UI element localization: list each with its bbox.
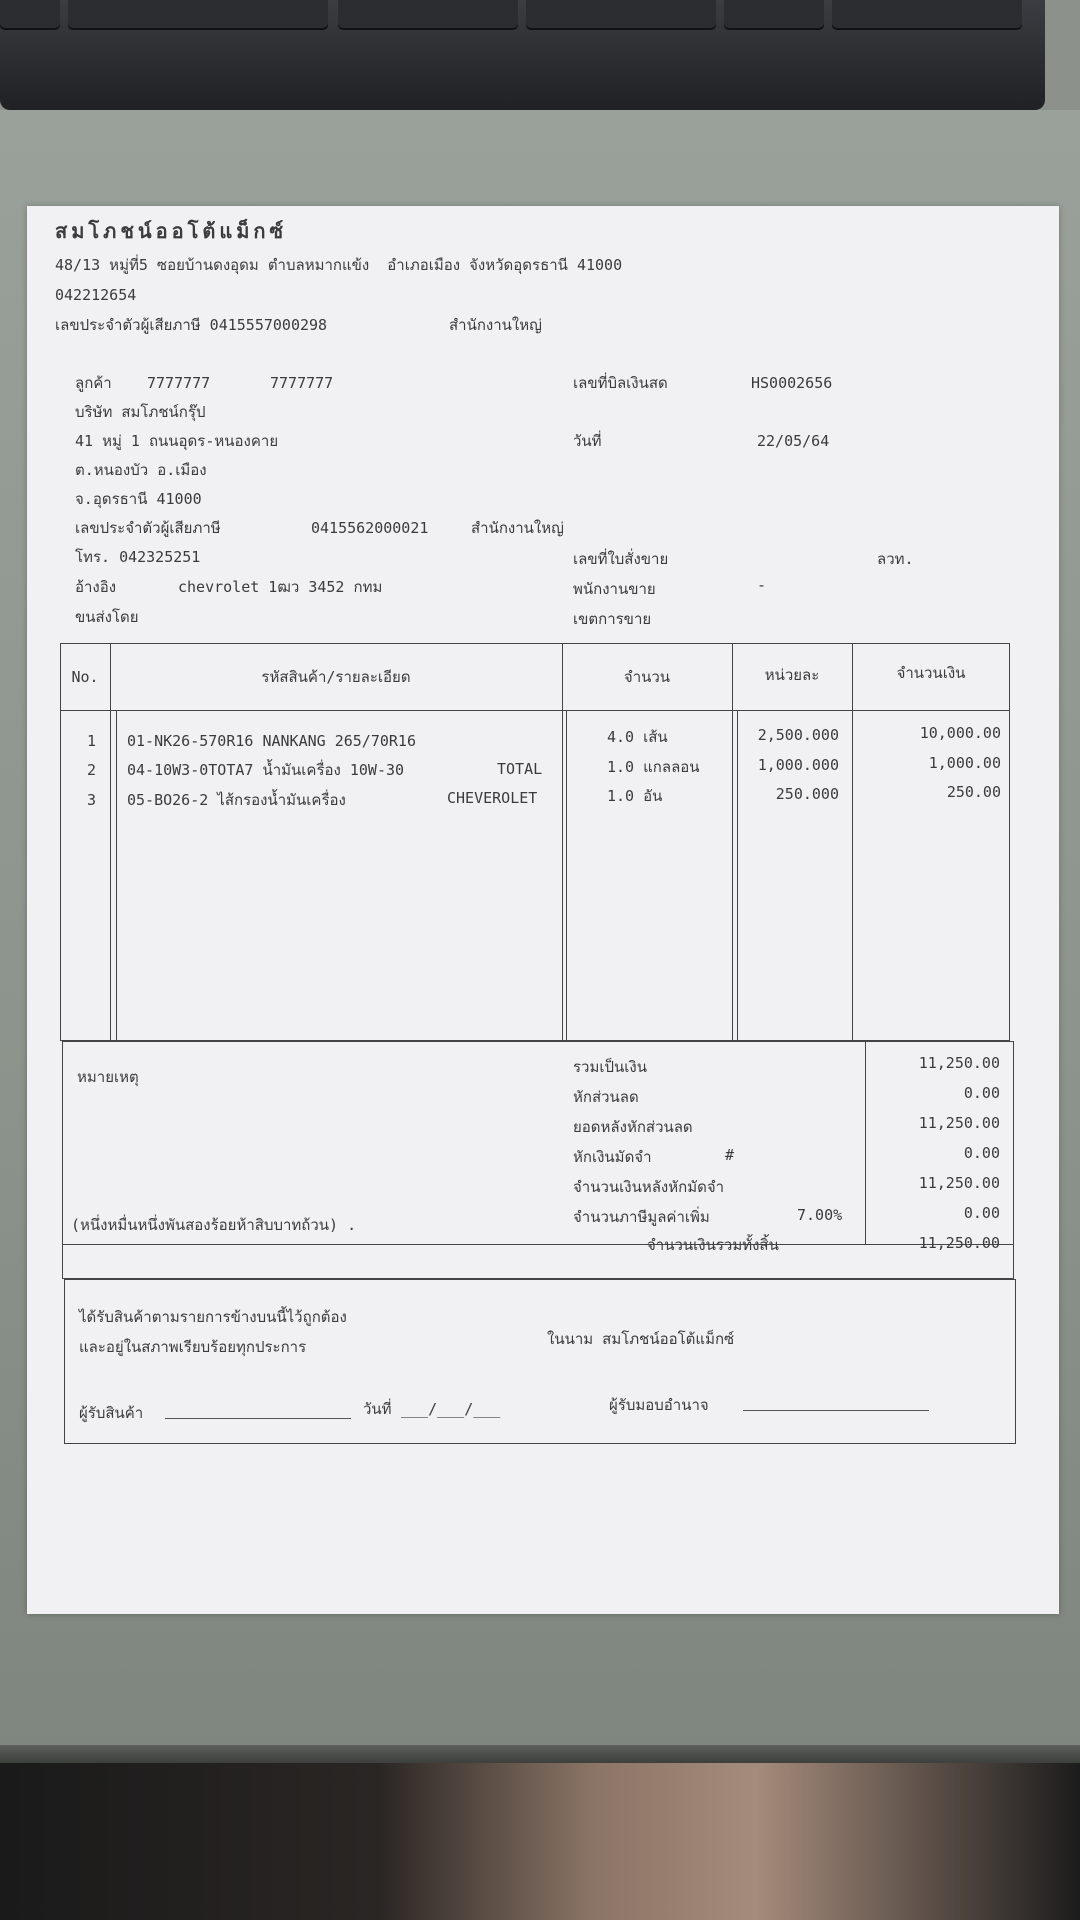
bill-date-label: วันที่: [573, 432, 602, 450]
floor: [0, 1763, 1080, 1920]
table-row-unit-price: 1,000.000: [757, 756, 839, 774]
vat-value: 0.00: [963, 1204, 1000, 1222]
customer-address-3: จ.อุดรธานี 41000: [75, 490, 202, 508]
keyboard-key: [68, 0, 328, 30]
keyboard-key: [338, 0, 518, 30]
company-branch: สำนักงานใหญ่: [449, 316, 542, 334]
amount-in-words: (หนึ่งหมื่นหนึ่งพันสองร้อยห้าสิบบาทถ้วน) .: [71, 1216, 357, 1234]
customer-code-2: 7777777: [270, 374, 334, 392]
customer-address-1: 41 หมู่ 1 ถนนอุดร-หนองคาย: [75, 432, 279, 450]
table-row-description: 01-NK26-570R16 NANKANG 265/70R16: [127, 732, 416, 750]
customer-phone: โทร. 042325251: [75, 548, 201, 566]
table-row-quantity: 4.0 เส้น: [607, 728, 668, 746]
table-row-quantity: 1.0 แกลลอน: [607, 758, 700, 776]
items-table: [60, 643, 1010, 1041]
bill-number-label: เลขที่บิลเงินสด: [573, 374, 668, 392]
header-no: No.: [71, 668, 99, 686]
received-statement-2: และอยู่ในสภาพเรียบร้อยทุกประการ: [79, 1338, 307, 1356]
receive-date-label: วันที่: [363, 1400, 392, 1418]
deposit-label: หักเงินมัดจำ: [573, 1148, 652, 1166]
receiver-signature-line: [165, 1418, 351, 1419]
table-row-amount: 10,000.00: [919, 724, 1001, 742]
table-row-no: 2: [87, 761, 97, 779]
receiver-label: ผู้รับสินค้า: [79, 1404, 144, 1422]
company-phone: 042212654: [55, 286, 137, 304]
customer-branch: สำนักงานใหญ่: [471, 519, 564, 537]
table-edge: [0, 1745, 1080, 1763]
summary-divider: [865, 1041, 866, 1244]
authorized-signature-line: [743, 1410, 929, 1411]
table-row-amount: 250.00: [946, 783, 1001, 801]
vat-label: จำนวนภาษีมูลค่าเพิ่ม: [573, 1208, 710, 1226]
bill-date: 22/05/64: [757, 432, 830, 450]
sales-order-value: ลวท.: [877, 550, 914, 568]
column-double-line: [566, 710, 567, 1041]
sales-order-label: เลขที่ใบสั่งขาย: [573, 550, 669, 568]
customer-name: บริษัท สมโภชน์กรุ๊ป: [75, 403, 206, 421]
salesperson-value: -: [757, 576, 767, 594]
remark-label: หมายเหตุ: [77, 1068, 139, 1086]
keyboard-key: [832, 0, 1022, 30]
after-deposit-label: จำนวนเงินหลังหักมัดจำ: [573, 1178, 725, 1196]
header-unit-price: หน่วยละ: [764, 666, 820, 684]
column-double-line: [116, 710, 117, 1041]
received-statement-1: ได้รับสินค้าตามรายการข้างบนนี้ไว้ถูกต้อง: [79, 1308, 347, 1326]
table-row-quantity: 1.0 อัน: [607, 787, 663, 805]
receive-date-blank: ___/___/___: [401, 1400, 501, 1418]
header-quantity: จำนวน: [623, 668, 671, 686]
table-row-description: 04-10W3-0TOTA7 น้ำมันเครื่อง 10W-30: [127, 761, 405, 779]
after-deposit-value: 11,250.00: [918, 1174, 1000, 1192]
signature-box: [64, 1279, 1016, 1444]
vat-rate: 7.00%: [797, 1206, 843, 1224]
grand-total-value: 11,250.00: [918, 1234, 1000, 1252]
discount-value: 0.00: [963, 1084, 1000, 1102]
table-row-unit-price: 250.000: [775, 785, 839, 803]
on-behalf-of: ในนาม สมโภชน์ออโต้แม็กซ์: [547, 1330, 735, 1348]
authorized-person-label: ผู้รับมอบอำนาจ: [609, 1396, 709, 1414]
subtotal-label: รวมเป็นเงิน: [573, 1058, 647, 1076]
company-tax-id: เลขประจำตัวผู้เสียภาษี 0415557000298: [55, 316, 328, 334]
deposit-value: 0.00: [963, 1144, 1000, 1162]
customer-tax-id: 0415562000021: [311, 519, 429, 537]
column-divider: [110, 643, 111, 1041]
discount-label: หักส่วนลด: [573, 1088, 639, 1106]
table-header-divider: [60, 710, 1010, 711]
company-address: 48/13 หมู่ที่5 ซอยบ้านดงอุดม ตำบลหมากแข้ง อำเภอเมือง จังหวัดอุดรธานี 41000: [55, 256, 623, 274]
customer-code: 7777777: [147, 374, 211, 392]
sales-zone-label: เขตการขาย: [573, 610, 652, 628]
after-discount-label: ยอดหลังหักส่วนลด: [573, 1118, 693, 1136]
bill-number: HS0002656: [751, 374, 833, 392]
table-row-description: 05-BO26-2 ไส้กรองน้ำมันเครื่อง: [127, 791, 346, 809]
salesperson-label: พนักงานขาย: [573, 580, 656, 598]
reference-value: chevrolet 1ฒว 3452 กทม: [178, 578, 383, 596]
invoice-paper: [27, 206, 1059, 1614]
keyboard: [0, 0, 1045, 110]
company-name: สมโภชน์ออโต้แม็กซ์: [55, 219, 288, 243]
header-description: รหัสสินค้า/รายละเอียด: [261, 668, 411, 686]
customer-address-2: ต.หนองบัว อ.เมือง: [75, 461, 207, 479]
table-row-brand: CHEVEROLET: [447, 789, 538, 807]
column-divider: [852, 643, 853, 1041]
reference-label: อ้างอิง: [75, 578, 117, 596]
grand-total-label: จำนวนเงินรวมทั้งสิ้น: [647, 1236, 779, 1254]
deposit-mark: #: [725, 1146, 735, 1164]
after-discount-value: 11,250.00: [918, 1114, 1000, 1132]
table-row-unit-price: 2,500.000: [757, 726, 839, 744]
column-divider: [562, 643, 563, 1041]
table-row-amount: 1,000.00: [928, 754, 1001, 772]
table-row-no: 1: [87, 732, 97, 750]
header-amount: จำนวนเงิน: [896, 664, 966, 682]
keyboard-key: [526, 0, 716, 30]
subtotal-value: 11,250.00: [918, 1054, 1000, 1072]
keyboard-key: [0, 0, 60, 30]
customer-tax-label: เลขประจำตัวผู้เสียภาษี: [75, 519, 221, 537]
column-divider: [732, 643, 733, 1041]
table-row-no: 3: [87, 791, 97, 809]
table-row-brand: TOTAL: [497, 760, 543, 778]
keyboard-key: [724, 0, 824, 30]
customer-label: ลูกค้า: [75, 374, 112, 392]
shipping-label: ขนส่งโดย: [75, 608, 139, 626]
